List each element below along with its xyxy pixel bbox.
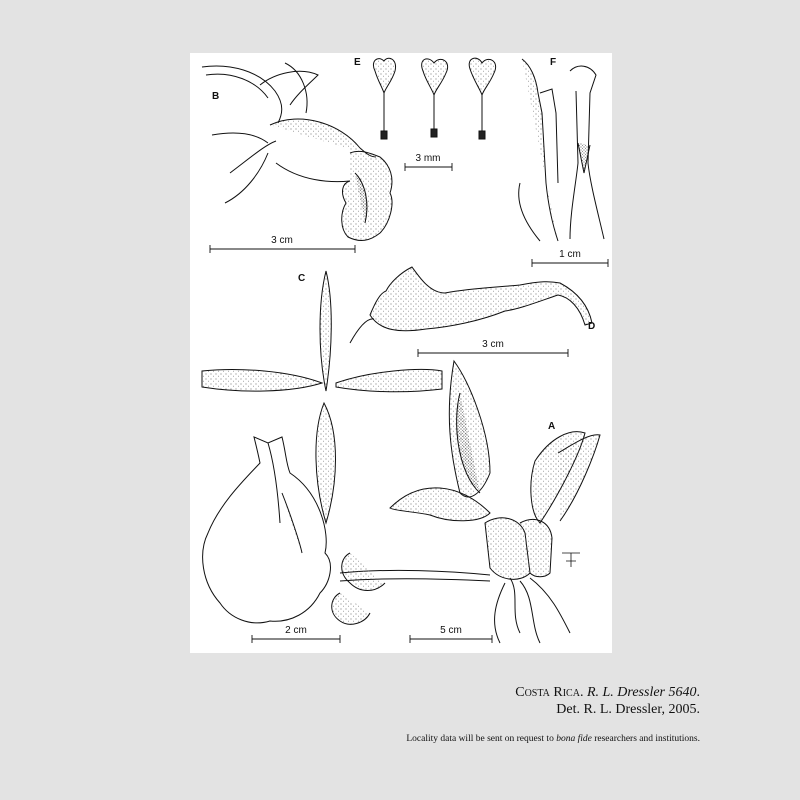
figure-d-lip — [350, 267, 592, 343]
artist-monogram — [562, 553, 580, 567]
determination: Det. R. L. Dressler, 2005. — [556, 702, 700, 717]
scale-label-f: 1 cm — [559, 249, 581, 260]
panel-letter-a: A — [548, 421, 556, 432]
botanical-plate — [190, 53, 612, 653]
figure-a-habit — [332, 361, 600, 643]
figure-e-pollinia — [373, 58, 495, 139]
country: Costa Rica — [515, 685, 580, 700]
scale-label-d: 3 cm — [482, 339, 504, 350]
panel-letter-d: D — [588, 321, 596, 332]
scale-label-b: 3 cm — [271, 235, 293, 246]
panel-letter-e: E — [354, 57, 361, 68]
specimen-caption — [515, 684, 700, 718]
panel-letter-c: C — [298, 273, 306, 284]
note-after: researchers and institutions. — [591, 734, 700, 744]
scale-label-a: 5 cm — [440, 625, 462, 636]
panel-letter-f: F — [550, 57, 557, 68]
collection-line: Costa Rica. R. L. Dressler 5640. — [515, 685, 700, 700]
note-emphasis: bona fide — [556, 734, 592, 744]
panel-letter-b: B — [212, 91, 220, 102]
scale-label-c: 2 cm — [285, 625, 307, 636]
plate-drawing — [190, 53, 612, 653]
locality-note — [406, 734, 700, 744]
collector: R. L. Dressler 5640 — [586, 685, 697, 700]
figure-f-column — [519, 59, 604, 241]
figure-b-flower — [202, 63, 392, 240]
note-before: Locality data will be sent on request to — [406, 734, 557, 744]
scale-label-e: 3 mm — [415, 153, 441, 164]
